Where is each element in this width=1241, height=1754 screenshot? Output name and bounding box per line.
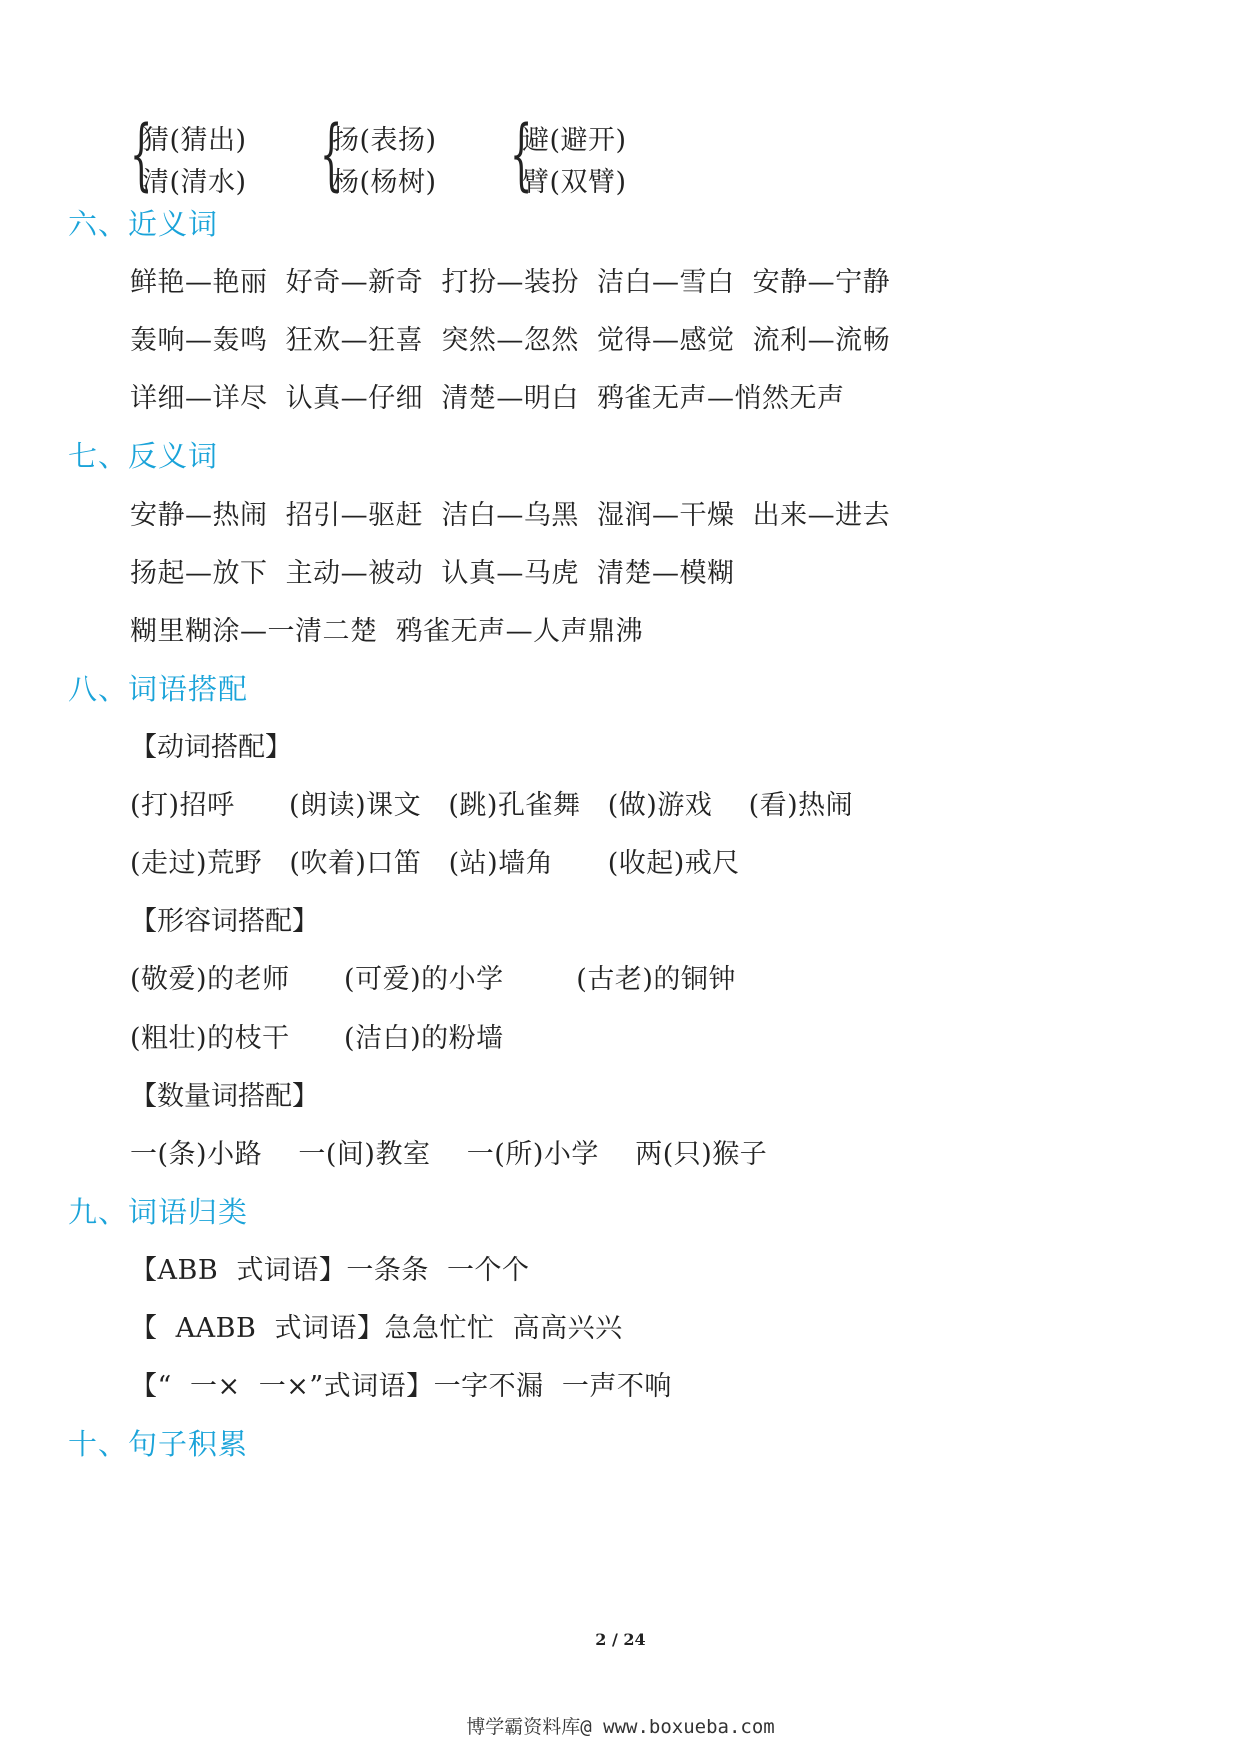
brace-group [130, 110, 320, 204]
verb-collocation-line: (打)招呼 (朗读)课文 (跳)孔雀舞 (做)游戏 (看)热闹 [130, 790, 854, 821]
verb-collocation-label: 【动词搭配】 [130, 732, 292, 763]
synonym-line: 鲜艳—艳丽 好奇—新奇 打扮—装扮 洁白—雪白 安静—宁静 [130, 267, 891, 298]
section-heading-collocation: 八、词语搭配 [68, 672, 249, 706]
verb-collocation-line: (走过)荒野 (吹着)口笛 (站)墙角 (收起)戒尺 [130, 848, 740, 879]
brace-line: 扬(表扬) [332, 125, 437, 156]
classification-line: 【“ 一× 一×”式词语】一字不漏 一声不响 [130, 1371, 672, 1402]
page-number: 2 / 24 [595, 1630, 646, 1649]
brace-line: 清(清水) [142, 167, 247, 198]
synonym-line: 详细—详尽 认真—仔细 清楚—明白 鸦雀无声—悄然无声 [130, 383, 845, 414]
brace-icon: { [130, 110, 153, 200]
adj-collocation-label: 【形容词搭配】 [130, 906, 319, 937]
antonym-line: 安静—热闹 招引—驱赶 洁白—乌黑 湿润—干燥 出来—进去 [130, 500, 891, 531]
section-heading-synonyms: 六、近义词 [68, 207, 219, 241]
brace-group [510, 110, 700, 204]
brace-group [320, 110, 510, 204]
antonym-line: 糊里糊涂—一清二楚 鸦雀无声—人声鼎沸 [130, 616, 644, 647]
brace-line: 猜(猜出) [142, 125, 247, 156]
section-heading-classification: 九、词语归类 [68, 1195, 249, 1229]
quant-collocation-label: 【数量词搭配】 [130, 1081, 319, 1112]
brace-line: 避(避开) [522, 125, 627, 156]
brace-icon: { [320, 110, 343, 200]
brace-line: 杨(杨树) [332, 167, 437, 198]
brace-groups [130, 110, 700, 204]
watermark: 博学霸资料库@ www.boxueba.com [466, 1716, 775, 1738]
section-heading-antonyms: 七、反义词 [68, 439, 219, 473]
brace-line: 臂(双臂) [522, 167, 627, 198]
brace-icon: { [510, 110, 533, 200]
quant-collocation-line: 一(条)小路 一(间)教室 一(所)小学 两(只)猴子 [130, 1139, 768, 1170]
adj-collocation-line: (敬爱)的老师 (可爱)的小学 (古老)的铜钟 [130, 964, 736, 995]
classification-line: 【ABB 式词语】一条条 一个个 [130, 1255, 530, 1286]
antonym-line: 扬起—放下 主动—被动 认真—马虎 清楚—模糊 [130, 558, 735, 589]
section-heading-sentences: 十、句子积累 [68, 1427, 249, 1461]
classification-line: 【 AABB 式词语】急急忙忙 高高兴兴 [130, 1313, 623, 1344]
adj-collocation-line: (粗壮)的枝干 (洁白)的粉墙 [130, 1023, 504, 1054]
synonym-line: 轰响—轰鸣 狂欢—狂喜 突然—忽然 觉得—感觉 流利—流畅 [130, 325, 891, 356]
